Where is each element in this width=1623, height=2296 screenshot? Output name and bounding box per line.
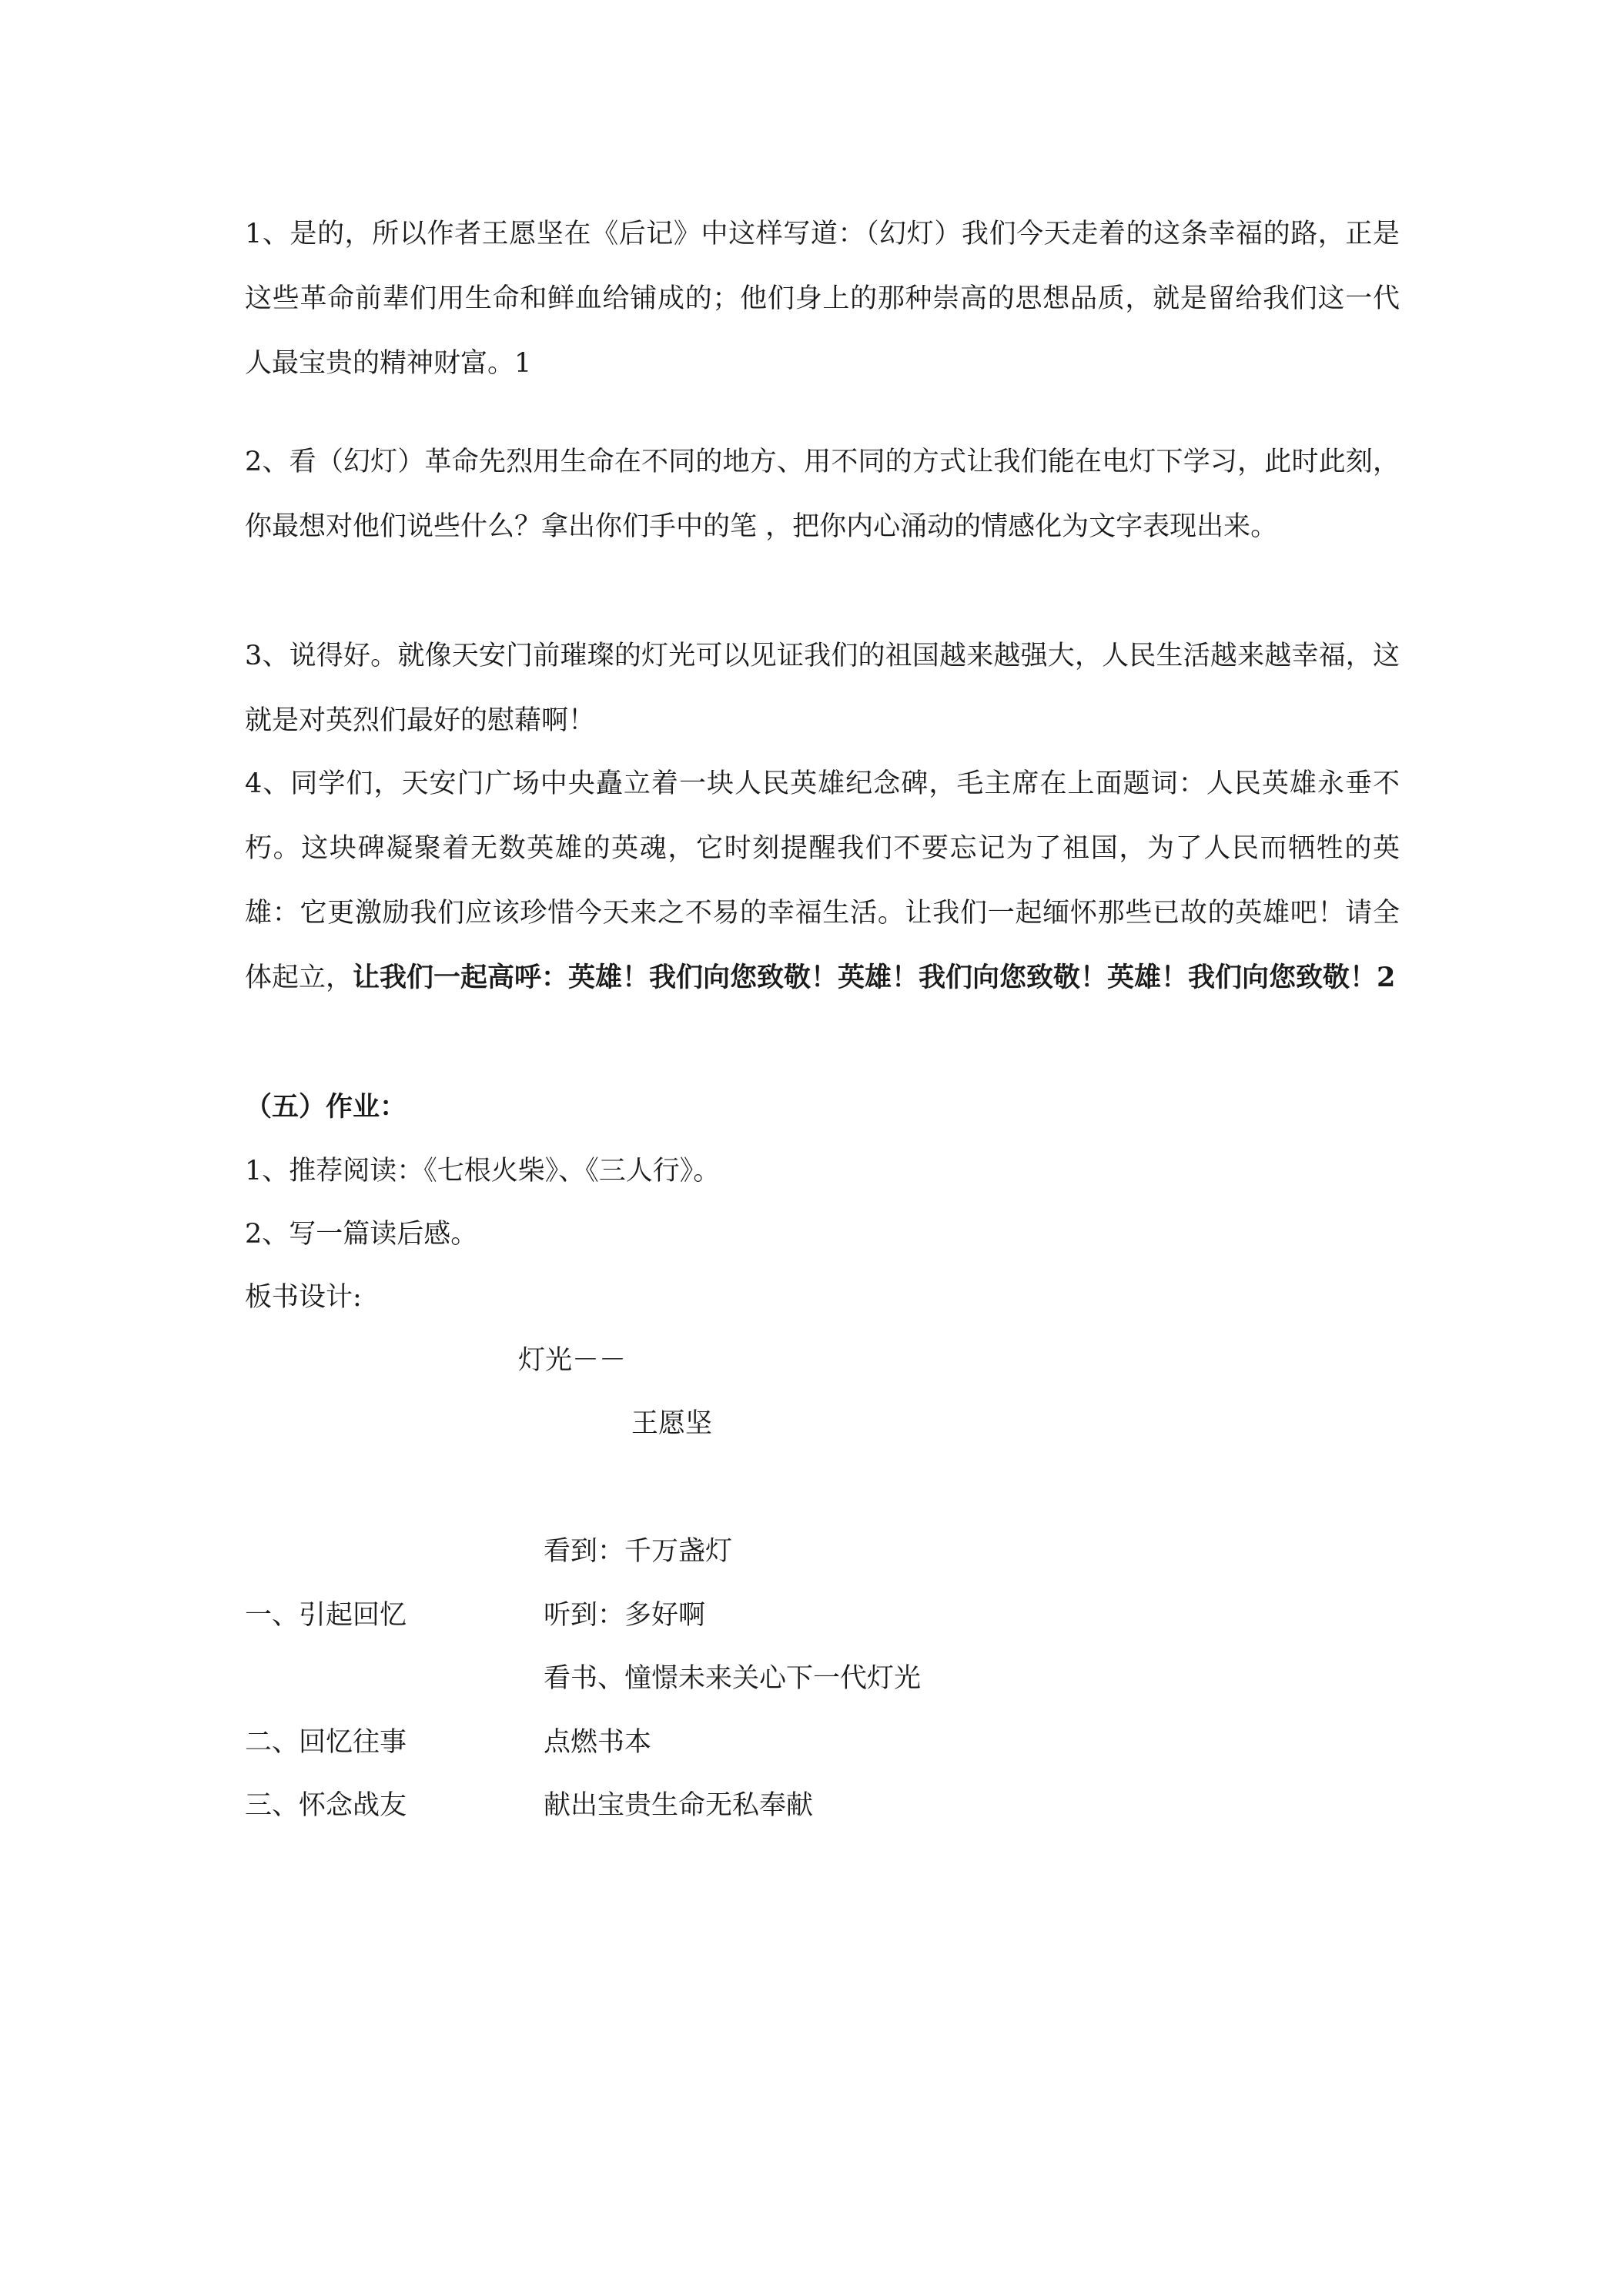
homework-item-1: 1、推荐阅读：《七根火柴》、《三人行》。: [245, 1156, 721, 1186]
paragraph-2: [245, 430, 1400, 559]
board-author: 王愿坚: [631, 1408, 713, 1439]
paragraph-2-text: 2、看（幻灯）革命先烈用生命在不同的地方、用不同的方式让我们能在电灯下学习，此时此刻，你最想对他们说些什么？拿出你们手中的笔 ，把你内心涌动的情感化为文字表现出来。: [245, 447, 1400, 542]
paragraph-4-bold-text: 让我们一起高呼：英雄！我们向您致敬！英雄！我们向您致敬！英雄！我们向您致敬！2: [353, 962, 1396, 993]
board-row-5-right: 献出宝贵生命无私奉献: [544, 1790, 814, 1821]
homework-item-2: 2、写一篇读后感。: [245, 1219, 478, 1250]
board-row-5-left: 三、怀念战友: [245, 1790, 407, 1821]
board-title: 灯光－－: [518, 1345, 627, 1376]
paragraph-1: [245, 202, 1400, 396]
paragraph-4-text: 4、同学们，天安门广场中央矗立着一块人民英雄纪念碑，毛主席在上面题词：人民英雄永垂不朽。这块碑凝聚着无数英雄的英魂，它时刻提醒我们不要忘记为了祖国，为了人民而牺牲的英雄：它更激励我们应该珍惜今天来之不易的幸福生活。让我们一起缅怀那些已故的英雄吧！请全体起立，: [245, 768, 1400, 993]
board-row-3-right: 看书、憧憬未来关心下一代灯光: [544, 1663, 922, 1694]
board-row-4-right: 点燃书本: [544, 1727, 652, 1758]
board-row-1-right: 看到：千万盏灯: [544, 1536, 733, 1567]
homework-heading: （五）作业：: [245, 1091, 407, 1123]
board-row-2-left: 一、引起回忆: [245, 1600, 407, 1631]
board-row-4-left: 二、回忆往事: [245, 1727, 407, 1758]
paragraph-3-text: 3、说得好。就像天安门前璀璨的灯光可以见证我们的祖国越来越强大，人民生活越来越幸福，这就是对英烈们最好的慰藉啊！: [245, 641, 1400, 736]
paragraph-1-text: 1、是的，所以作者王愿坚在《后记》中这样写道：（幻灯）我们今天走着的这条幸福的路，正是这些革命前辈们用生命和鲜血给铺成的；他们身上的那种崇高的思想品质，就是留给我们这一代人最宝贵的精神财富。1: [245, 219, 1400, 379]
board-row-2-right: 听到：多好啊: [544, 1600, 706, 1631]
paragraph-4: [245, 751, 1400, 1010]
board-design-label: 板书设计:: [245, 1282, 362, 1313]
paragraph-3: [245, 624, 1400, 753]
